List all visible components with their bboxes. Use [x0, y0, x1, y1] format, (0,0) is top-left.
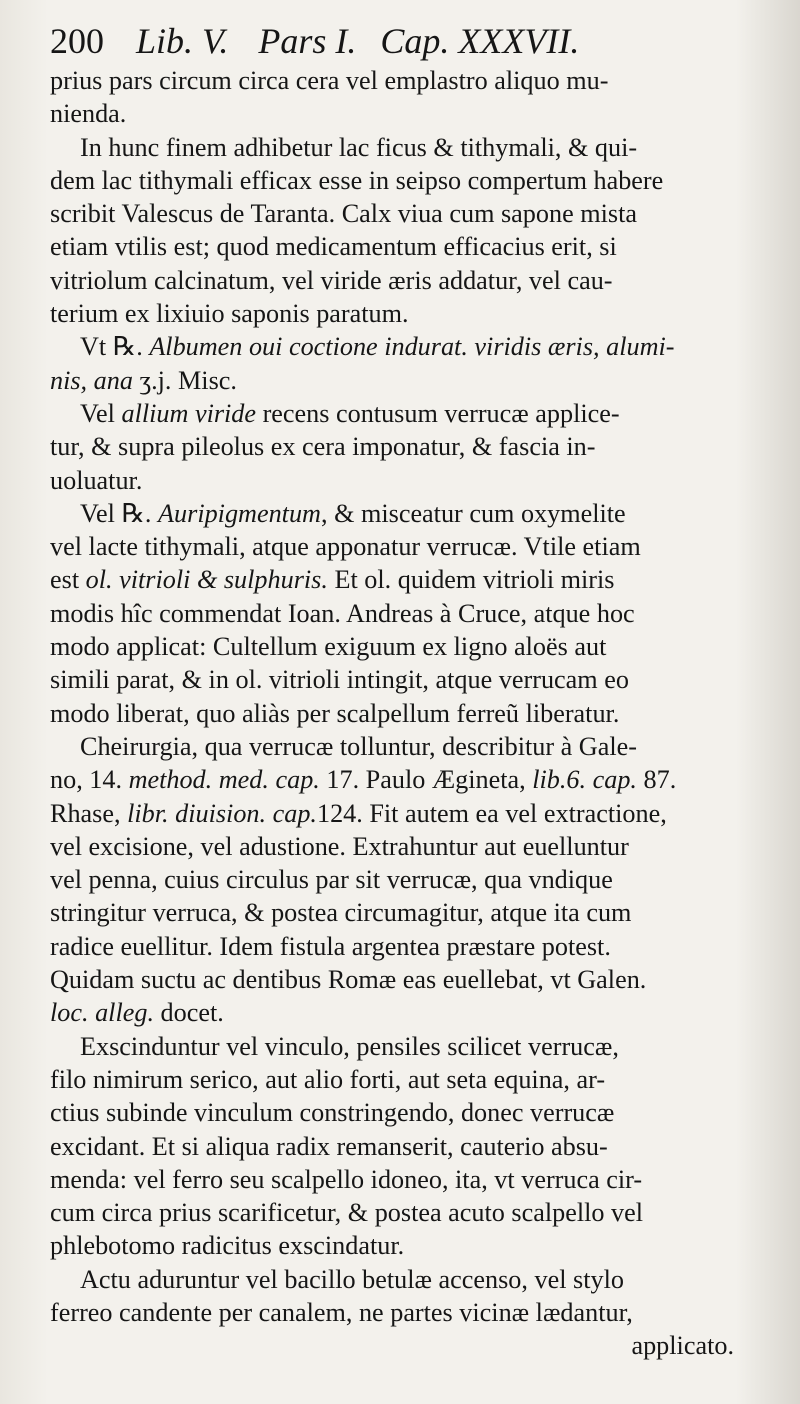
text-segment: prius pars circum circa cera vel emplastro aliquo mu- [50, 66, 609, 95]
text-line [50, 64, 738, 97]
text-line [50, 830, 738, 863]
body-text [50, 64, 738, 1363]
italic-segment: libr. diuision. cap. [127, 798, 317, 828]
text-segment: vitriolum calcinatum, vel viride æris addatur, vel cau- [50, 265, 613, 295]
italic-segment: Auripigmentum [158, 498, 321, 528]
text-segment: simili parat, & in ol. vitrioli intingit, atque verrucam eo [50, 665, 629, 695]
text-line [50, 230, 738, 263]
italic-segment: method. med. cap. [128, 765, 320, 795]
text-segment: Et ol. quidem vitrioli miris [327, 565, 615, 595]
text-segment: cum circa prius scarificetur, & postea acuto scalpello vel [50, 1198, 644, 1228]
text-segment: Vel [80, 398, 122, 428]
text-segment: Quidam suctu ac dentibus Romæ eas euellebat, vt Galen. [50, 965, 647, 995]
italic-segment: nis, ana [50, 365, 133, 395]
italic-segment: lib.6. cap. [532, 765, 637, 795]
text-line [50, 464, 738, 497]
text-segment: tur, & supra pileolus ex cera imponatur, & fascia in- [50, 432, 596, 462]
text-segment: scribit Valescus de Taranta. Calx viua cum sapone mista [50, 199, 637, 229]
text-segment: excidant. Et si aliqua radix remanserit, cauterio absu- [50, 1131, 608, 1161]
text-segment: Rhase, [50, 798, 128, 828]
text-line [50, 896, 738, 929]
text-segment: vel excisione, vel adustione. Extrahuntur aut euelluntur [50, 831, 629, 861]
text-segment: terium ex lixiuio saponis paratum. [50, 299, 409, 329]
text-segment: modo applicat: Cultellum exiguum ex ligno aloës aut [50, 632, 607, 662]
running-header [50, 18, 738, 64]
text-segment: Actu aduruntur vel bacillo betulæ accenso, vel stylo [80, 1264, 624, 1294]
text-line [50, 97, 738, 130]
header-cap: Cap. XXXVII. [380, 21, 580, 61]
text-segment: modis hîc commendat Ioan. Andreas à Cruce, atque hoc [50, 598, 635, 628]
text-segment: etiam vtilis est; quod medicamentum efficacius erit, si [50, 232, 617, 262]
text-segment: Vel ℞. [80, 498, 159, 528]
text-line [50, 996, 738, 1029]
text-line [50, 297, 738, 330]
header-pars: Pars I. [258, 21, 357, 61]
text-segment: ʒ.j. Misc. [132, 365, 237, 395]
text-line [50, 264, 738, 297]
text-line [50, 1296, 738, 1329]
text-segment: , & misceatur cum oxymelite [320, 498, 626, 528]
text-line [50, 697, 738, 730]
text-segment: radice euellitur. Idem fistula argentea præstare potest. [50, 931, 611, 961]
text-line [50, 497, 738, 530]
text-segment: recens contusum verrucæ applice- [256, 398, 620, 428]
text-segment: In hunc finem adhibetur lac ficus & tithymali, & qui- [80, 132, 638, 162]
text-line [50, 530, 738, 563]
page-number: 200 [50, 21, 104, 61]
text-segment: Exscinduntur vel vinculo, pensiles scilicet verrucæ, [80, 1031, 619, 1061]
text-segment: ctius subinde vinculum constringendo, donec verrucæ [50, 1098, 615, 1128]
text-segment: 124. Fit autem ea vel extractione, [316, 798, 667, 828]
text-line [50, 197, 738, 230]
text-segment: filo nimirum serico, aut alio forti, aut seta equina, ar- [50, 1064, 606, 1094]
italic-segment: Albumen oui coctione indurat. viridis æris, alumi- [149, 332, 675, 362]
text-line [50, 1163, 738, 1196]
text-line [50, 1229, 738, 1262]
text-segment: uoluatur. [50, 465, 143, 495]
header-lib: Lib. V. [136, 21, 229, 61]
italic-segment: loc. alleg. [50, 998, 154, 1028]
text-segment: 87. [636, 765, 677, 795]
text-segment: modo liberat, quo aliàs per scalpellum ferreũ liberatur. [50, 698, 620, 728]
text-line [50, 1196, 738, 1229]
text-line [50, 597, 738, 630]
text-segment: vel penna, cuius circulus par sit verrucæ, qua vndique [50, 865, 613, 895]
text-segment: 17. Paulo Ægineta, [319, 765, 533, 795]
text-line [50, 563, 738, 596]
text-line [50, 430, 738, 463]
text-segment: phlebotomo radicitus exscindatur. [50, 1231, 405, 1261]
text-line [50, 164, 738, 197]
text-segment: ferreo candente per canalem, ne partes vicinæ lædantur, [50, 1297, 633, 1327]
text-line [50, 1030, 738, 1063]
text-line [50, 1096, 738, 1129]
text-line [50, 330, 738, 363]
text-line [50, 1063, 738, 1096]
text-line [50, 364, 738, 397]
text-line [50, 1130, 738, 1163]
text-segment: est [50, 565, 86, 595]
text-line [50, 763, 738, 796]
text-line [50, 131, 738, 164]
italic-segment: allium viride [121, 398, 257, 428]
text-segment: vel lacte tithymali, atque apponatur verrucæ. Vtile etiam [50, 532, 641, 562]
text-segment: applicato. [631, 1331, 734, 1361]
italic-segment: ol. vitrioli & sulphuris. [85, 565, 328, 595]
text-line [50, 1329, 738, 1362]
text-line [50, 397, 738, 430]
text-line [50, 730, 738, 763]
text-line [50, 630, 738, 663]
text-line [50, 930, 738, 963]
text-line [50, 863, 738, 896]
text-line [50, 1263, 738, 1296]
text-segment: Vt ℞. [80, 332, 150, 362]
text-segment: stringitur verruca, & postea circumagitur, atque ita cum [50, 898, 632, 928]
text-line [50, 963, 738, 996]
text-segment: nienda. [50, 99, 127, 129]
text-segment: menda: vel ferro seu scalpello idoneo, ita, vt verruca cir- [50, 1164, 643, 1194]
text-segment: dem lac tithymali efficax esse in seipso compertum habere [50, 165, 664, 195]
text-line [50, 663, 738, 696]
text-segment: docet. [154, 998, 224, 1028]
text-segment: no, 14. [50, 765, 129, 795]
text-line [50, 797, 738, 830]
text-segment: Cheirurgia, qua verrucæ tolluntur, describitur à Gale- [80, 731, 637, 761]
